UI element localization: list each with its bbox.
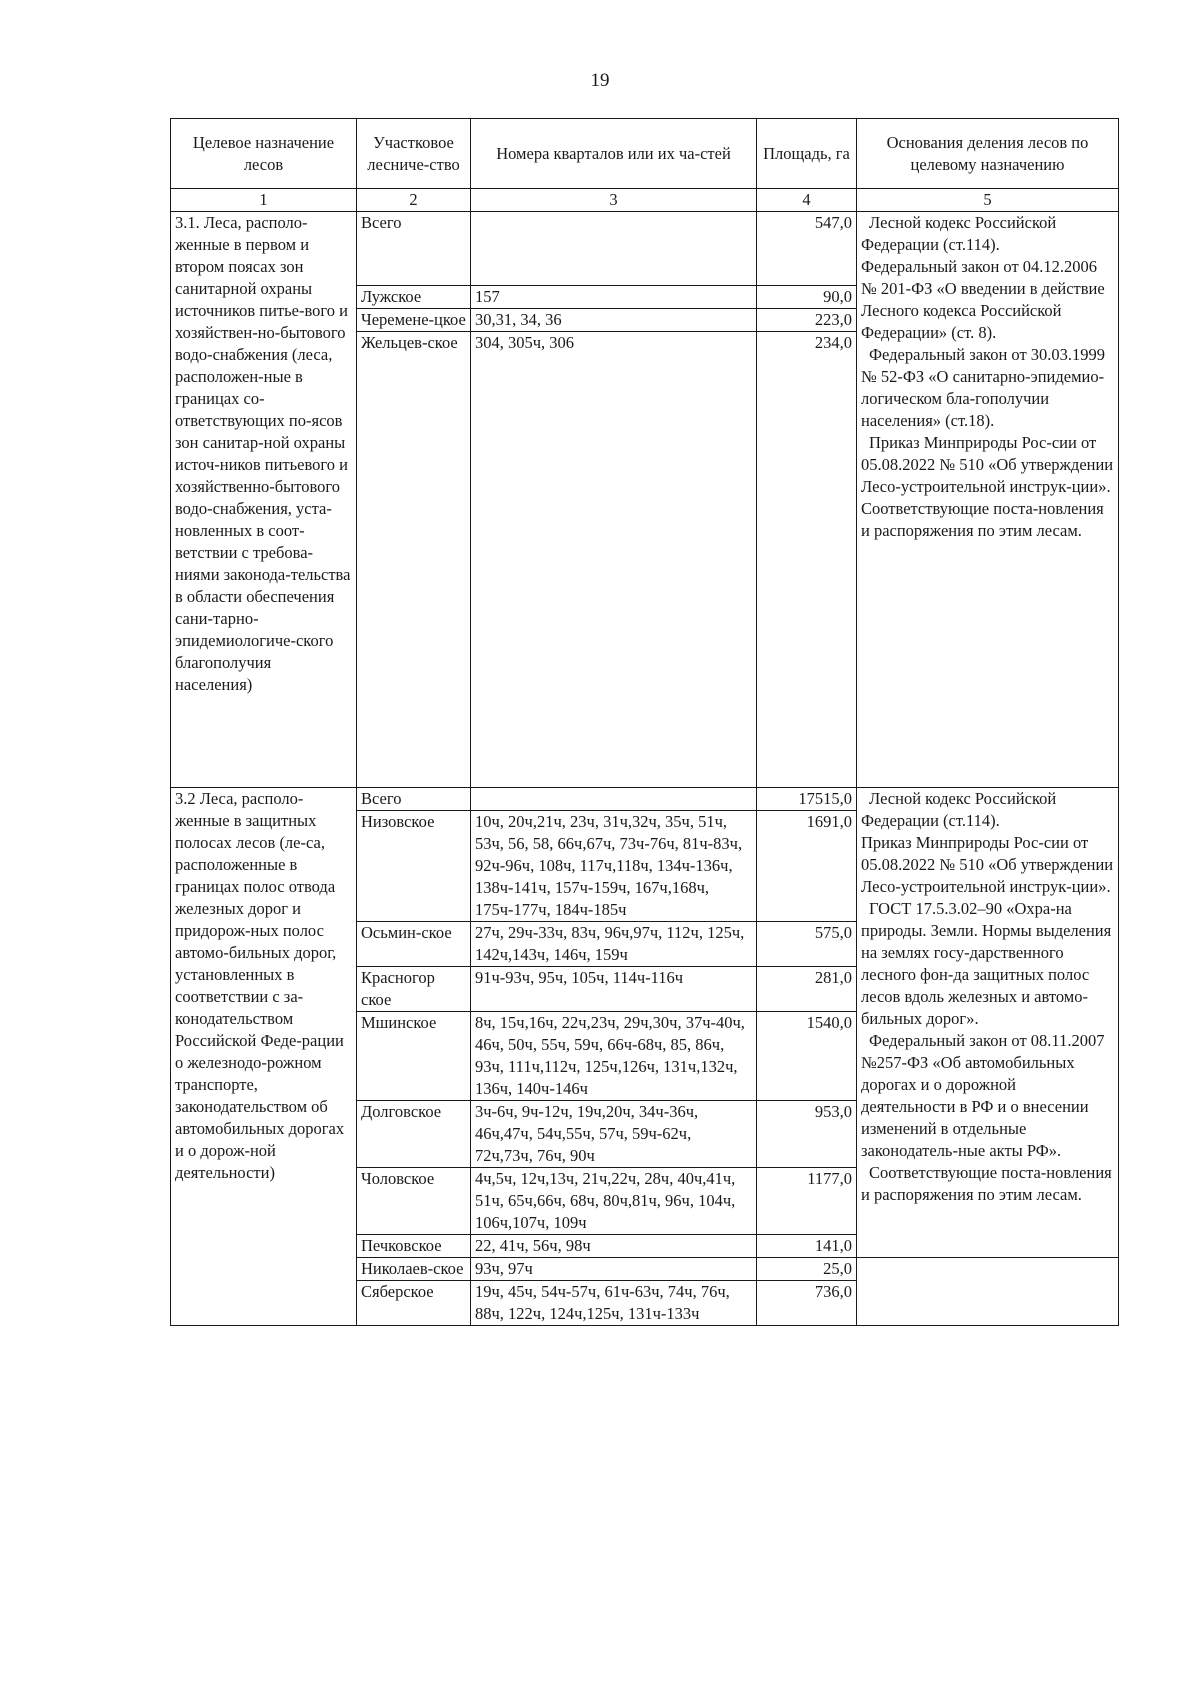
quarter-numbers: 22, 41ч, 56ч, 98ч [471, 1235, 757, 1258]
section-basis [857, 212, 1119, 788]
forestry-name: Черемене-цкое [357, 309, 471, 332]
forestry-name: Низовское [357, 811, 471, 922]
column-number: 2 [357, 189, 471, 212]
forestry-name: Осьмин-ское [357, 922, 471, 967]
forestry-name: Печковское [357, 1235, 471, 1258]
forestry-name: Лужское [357, 286, 471, 309]
quarter-numbers: 10ч, 20ч,21ч, 23ч, 31ч,32ч, 35ч, 51ч, 53ч, 56, 58, 66ч,67ч, 73ч-76ч, 81ч-83ч, 92ч-96ч, 108ч, 117ч,118ч, 134ч-136ч, 138ч-141ч, 157ч-159ч, 167ч,168ч, 175ч-177ч, 184ч-185ч [471, 811, 757, 922]
empty-cell [857, 1258, 1119, 1326]
area-value: 1540,0 [757, 1012, 857, 1101]
basis-item: Лесной кодекс Российской Федерации (ст.114). [861, 213, 1057, 254]
forestry-name: Сяберское [357, 1281, 471, 1326]
basis-item: ГОСТ 17.5.3.02–90 «Охра-на природы. Земли. Нормы выделения на землях госу-дарственного лесного фон-да защитных полос лесов вдоль железных и автомо-бильных дорог». [861, 899, 1112, 1028]
forestry-name: Мшинское [357, 1012, 471, 1101]
forestry-name: Чоловское [357, 1168, 471, 1235]
quarter-numbers [471, 788, 757, 811]
area-value: 17515,0 [757, 788, 857, 811]
header-row [171, 119, 1119, 189]
area-value: 547,0 [757, 212, 857, 286]
page-number: 19 [590, 70, 610, 91]
column-number-row [171, 189, 1119, 212]
header-forestry: Участковое лесниче-ство [357, 119, 471, 189]
header-area: Площадь, га [757, 119, 857, 189]
quarter-numbers: 27ч, 29ч-33ч, 83ч, 96ч,97ч, 112ч, 125ч, 142ч,143ч, 146ч, 159ч [471, 922, 757, 967]
quarter-numbers: 93ч, 97ч [471, 1258, 757, 1281]
section-basis [857, 788, 1119, 1258]
quarter-numbers: 3ч-6ч, 9ч-12ч, 19ч,20ч, 34ч-36ч, 46ч,47ч, 54ч,55ч, 57ч, 59ч-62ч, 72ч,73ч, 76ч, 90ч [471, 1101, 757, 1168]
section-purpose: 3.1. Леса, располо-женные в первом и втором поясах зон санитарной охраны источников питье-вого и хозяйствен-но-бытового водо-снабжения (леса, расположен-ные в границах со-ответствующих по-ясов зон санитар-ной охраны источ-ников питьевого и хозяйственно-бытового водо-снабжения, уста-новленных в соот-ветствии с требова-ниями законода-тельства в области обеспечения сани-тарно-эпидемиологиче-ского благополучия населения) [171, 212, 357, 788]
basis-item: Федеральный закон от 04.12.2006 № 201-ФЗ «О введении в действие Лесного кодекса Российской Федерации» (ст. 8). [861, 257, 1105, 342]
column-number: 3 [471, 189, 757, 212]
area-value: 953,0 [757, 1101, 857, 1168]
forestry-name: Всего [357, 212, 471, 286]
area-value: 90,0 [757, 286, 857, 309]
area-value: 223,0 [757, 309, 857, 332]
quarter-numbers: 19ч, 45ч, 54ч-57ч, 61ч-63ч, 74ч, 76ч, 88ч, 122ч, 124ч,125ч, 131ч-133ч [471, 1281, 757, 1326]
area-value: 1177,0 [757, 1168, 857, 1235]
section-purpose: 3.2 Леса, располо-женные в защитных полосах лесов (ле-са, расположенные в границах полос отвода железных дорог и придорож-ных полос автомо-бильных дорог, установленных в соответствии с за-конодательством Российской Феде-рации о железнодо-рожном транспорте, законодательством об автомобильных дорогах и о дорож-ной деятельности) [171, 788, 357, 1326]
area-value: 1691,0 [757, 811, 857, 922]
basis-item: Соответствующие поста-новления и распоряжения по этим лесам. [861, 1163, 1112, 1204]
area-value: 575,0 [757, 922, 857, 967]
forestry-name: Жельцев-ское [357, 332, 471, 788]
area-value: 234,0 [757, 332, 857, 788]
table-row [171, 212, 1119, 286]
header-basis: Основания деления лесов по целевому назначению [857, 119, 1119, 189]
forest-purpose-table [170, 118, 1119, 1326]
quarter-numbers: 91ч-93ч, 95ч, 105ч, 114ч-116ч [471, 967, 757, 1012]
basis-item: Лесной кодекс Российской Федерации (ст.114). [861, 789, 1057, 830]
forestry-name: Красногор ское [357, 967, 471, 1012]
area-value: 25,0 [757, 1258, 857, 1281]
basis-item: Федеральный закон от 30.03.1999 № 52-ФЗ «О санитарно-эпидемио-логическом бла-гополучии населения» (ст.18). [861, 345, 1106, 430]
header-quarters: Номера кварталов или их ча-стей [471, 119, 757, 189]
basis-item: Соответствующие поста-новления и распоряжения по этим лесам. [861, 499, 1104, 540]
basis-item: Приказ Минприроды Рос-сии от 05.08.2022 № 510 «Об утверждении Лесо-устроительной инструк-ции». [861, 433, 1114, 496]
quarter-numbers: 157 [471, 286, 757, 309]
forestry-name: Николаев-ское [357, 1258, 471, 1281]
basis-item: Приказ Минприроды Рос-сии от 05.08.2022 № 510 «Об утверждении Лесо-устроительной инструк-ции». [861, 833, 1114, 896]
basis-item: Федеральный закон от 08.11.2007 №257-ФЗ «Об автомобильных дорогах и о дорожной деятельности в РФ и о внесении изменений в отдельные законодатель-ные акты РФ». [861, 1031, 1105, 1160]
area-value: 736,0 [757, 1281, 857, 1326]
column-number: 1 [171, 189, 357, 212]
forestry-name: Всего [357, 788, 471, 811]
column-number: 4 [757, 189, 857, 212]
quarter-numbers: 4ч,5ч, 12ч,13ч, 21ч,22ч, 28ч, 40ч,41ч, 51ч, 65ч,66ч, 68ч, 80ч,81ч, 96ч, 104ч, 106ч,107ч, 109ч [471, 1168, 757, 1235]
quarter-numbers [471, 212, 757, 286]
quarter-numbers: 30,31, 34, 36 [471, 309, 757, 332]
quarter-numbers: 304, 305ч, 306 [471, 332, 757, 788]
header-purpose: Целевое назначение лесов [171, 119, 357, 189]
area-value: 281,0 [757, 967, 857, 1012]
quarter-numbers: 8ч, 15ч,16ч, 22ч,23ч, 29ч,30ч, 37ч-40ч, 46ч, 50ч, 55ч, 59ч, 66ч-68ч, 85, 86ч, 93ч, 111ч,112ч, 125ч,126ч, 131ч,132ч, 136ч, 140ч-146ч [471, 1012, 757, 1101]
column-number: 5 [857, 189, 1119, 212]
table-row [171, 788, 1119, 811]
forestry-name: Долговское [357, 1101, 471, 1168]
area-value: 141,0 [757, 1235, 857, 1258]
